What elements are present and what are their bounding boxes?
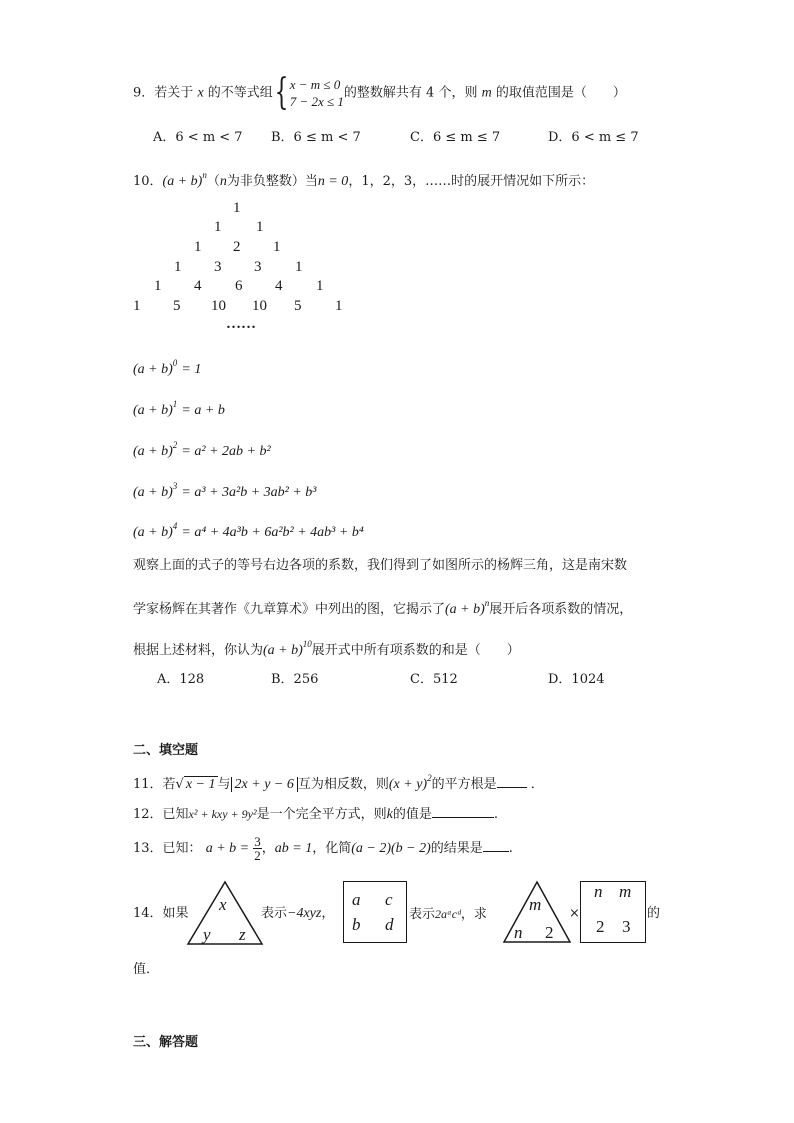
box1-bottom-right: d [385,915,394,934]
question-11: 11．若√ x − 1 与 2x + y − 6 互为相反数，则$(x + y)^2$的平方根是 ． [133,773,544,792]
triangle-r5-c1: 5 [173,298,181,314]
box2-bottom-left: 2 [596,917,605,936]
q9-option-a: A．6 < m < 7 [153,130,243,145]
q10-option-d: D．1024 [548,672,605,687]
question-12: 12．已知x² + kxy + 9y²是一个完全平方式，则k的值是 . [133,807,498,822]
triangle-r2-c0: 1 [194,239,202,255]
q9-option-b: B．6 ≤ m < 7 [271,130,361,145]
question-9: 9．若关于 x 的不等式组{ x − m ≤ 0 7 − 2x ≤ 1的整数解共有 4 个，则 m 的取值范围是（ ） [133,72,626,113]
triangle-r3-c0: 1 [174,259,182,275]
q10-paragraph-2: 学家杨辉在其著作《九章算术》中列出的图，它揭示了$(a + b)^n$展开后各项系数的情况， [133,598,633,617]
triangle-r5-c2: 10 [211,298,226,314]
q9-option-c: C．6 ≤ m ≤ 7 [410,130,501,145]
formula-1: $(a + b)^1 = a + b$ [133,399,225,418]
tri2-bottom-right: 2 [545,923,554,942]
q10-option-a: A．128 [157,672,205,687]
q10-paragraph-1: 观察上面的式子的等号右边各项的系数，我们得到了如图所示的杨辉三角，这是南宋数 [133,558,628,573]
box-figure-nm23 [580,881,646,943]
triangle-r1-c1: 1 [256,219,264,235]
triangle-r4-c4: 1 [316,278,324,294]
q14-text-b: 表示−4xyz， [261,906,335,921]
box1-top-left: a [352,890,361,909]
box2-bottom-right: 3 [622,917,631,936]
triangle-r4-c1: 4 [194,278,202,294]
formula-4: $(a + b)^4 = a^4 + 4a^3b + 6a^2b^2 + 4ab^3 + b^4$ [133,521,364,540]
q13-answer-blank [483,851,509,852]
triangle-r5-c0: 1 [133,298,141,314]
section-fill-in-heading: 二、填空题 [133,743,199,758]
formula-3: $(a + b)^3 = a^3 + 3a^2b + 3ab^2 + b^3$ [133,481,317,500]
times-sign: × [569,906,580,921]
triangle-r1-c0: 1 [214,219,222,235]
triangle-r4-c0: 1 [154,278,162,294]
triangle-r5-c5: 1 [335,298,343,314]
box2-top-right: m [619,882,632,901]
question-13: 13．已知： a + b = $\frac{3}{2}$，ab = 1，化简(a − 2)(b − 2)的结果是 . [133,834,513,863]
triangle-r3-c3: 1 [295,259,303,275]
triangle-r3-c2: 3 [254,259,262,275]
tri2-bottom-left: n [514,923,523,942]
q12-answer-blank [432,817,494,818]
question-14-lead: 14．如果 [133,906,189,921]
tri2-top: m [529,895,542,914]
system-brace: { [274,72,289,113]
triangle-ellipsis: …… [226,316,256,332]
section-answer-heading: 三、解答题 [133,1035,199,1050]
box2-top-left: n [594,882,603,901]
tri1-top: x [219,895,227,914]
q9-option-d: D．6 < m ≤ 7 [548,130,639,145]
tri1-bottom-right: z [239,925,246,944]
box1-bottom-left: b [352,915,361,934]
q10-paragraph-3: 根据上述材料，你认为$(a + b)^{10}$展开式中所有项系数的和是（ ） [133,639,520,658]
tri1-bottom-left: y [203,925,211,944]
formula-0: $(a + b)^0 = 1$ [133,358,202,377]
q10-option-c: C．512 [410,672,458,687]
triangle-r4-c3: 4 [275,278,283,294]
triangle-r3-c1: 3 [214,259,222,275]
formula-2: $(a + b)^2 = a^2 + 2ab + b^2$ [133,440,271,459]
q14-text-d: 表示2aᵃcᵈ，求 [409,907,487,922]
box1-top-right: c [385,890,393,909]
triangle-r4-c2: 6 [235,278,243,294]
q10-option-b: B．256 [271,672,319,687]
fraction-three-halves: $\frac{3}{2}$ [254,834,261,863]
triangle-r5-c3: 10 [252,298,267,314]
triangle-r0-c0: 1 [233,200,241,216]
inequality-system: x − m ≤ 0 7 − 2x ≤ 1 [289,77,344,109]
q11-answer-blank [497,787,527,788]
triangle-r5-c4: 5 [294,298,302,314]
q14-text-f: 的 [647,906,661,921]
triangle-r2-c1: 2 [233,239,241,255]
q14-text-g: 值． [133,962,160,977]
triangle-r2-c2: 1 [273,239,281,255]
question-10: 10．$(a + b)^n(n$为非负整数）当n = 0，1，2，3，……时的展开情况如下所示： [133,170,595,189]
